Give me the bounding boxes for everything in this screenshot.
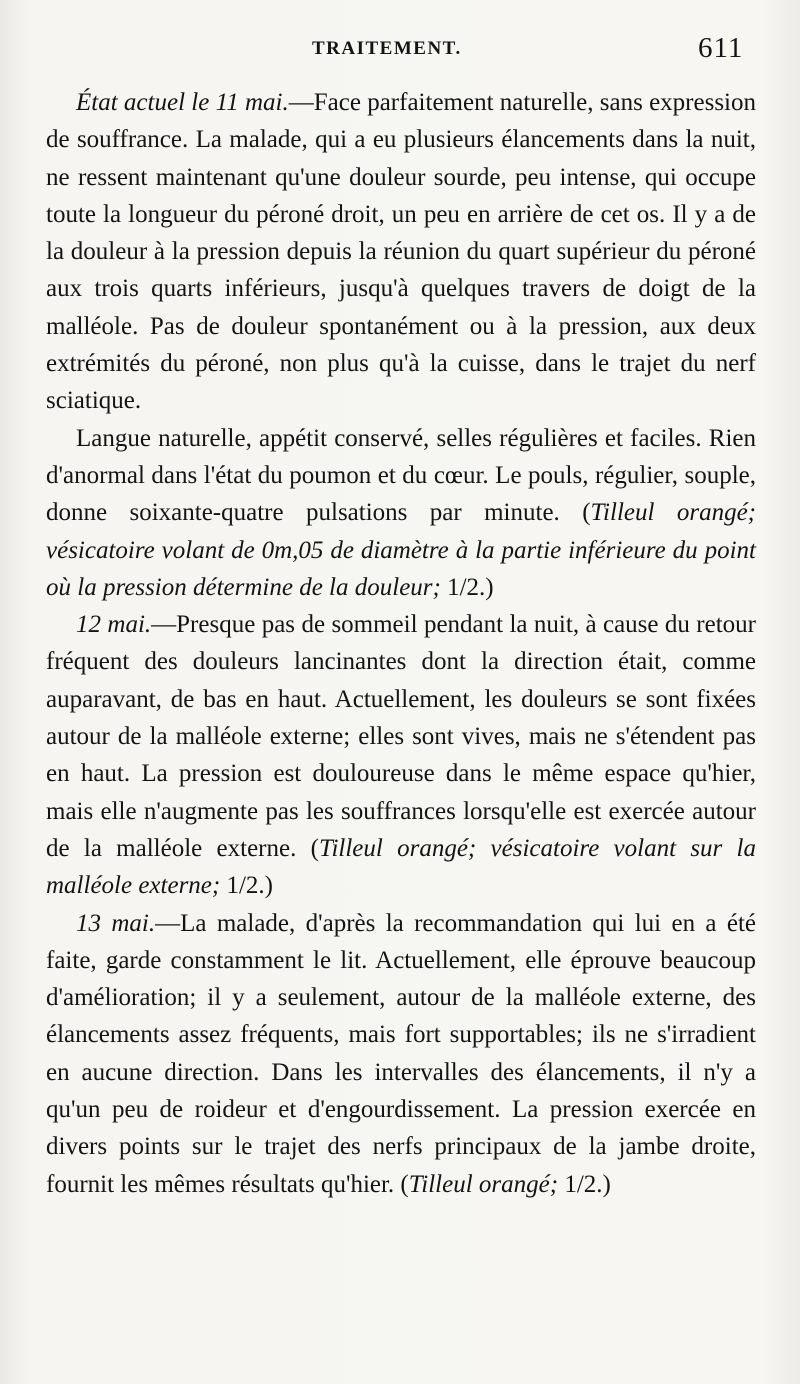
paragraph-12-mai [46,606,756,904]
running-title: TRAITEMENT. [312,38,462,59]
paragraph-general-state [46,420,756,606]
entry-date: 12 mai. [76,611,152,639]
paragraph-text: Langue naturelle, appétit conservé, selles régulières et faciles. Rien d'anormal dans l'état du poumon et du cœur. Le pouls, régulier, souple, donne soixante-quatre pulsations par minute. ( [46,424,756,527]
paragraph-state-11-mai [46,84,756,420]
paragraph-text: —Presque pas de sommeil pendant la nuit, à cause du retour fréquent des douleurs lancinantes dont la direction était, comme auparavant, de bas en haut. Actuellement, les douleurs se sont fixées autour de la malléole externe; elles sont vives, mais ne s'étendent pas en haut. La pression est douloureuse dans le même espace qu'hier, mais elle n'augmente pas les souffrances lorsqu'elle est exercée autour de la malléole externe. ( [46,611,756,862]
dose-text: 1/2.) [440,573,494,601]
page-number: 611 [698,32,744,64]
prescription-text: Tilleul orangé; vésicatoire volant de 0m,05 de diamètre à la partie inférieure du point où la pression détermine de la douleur; [46,499,756,601]
entry-date: 13 mai. [76,909,156,937]
page-header [0,34,800,78]
dose-text: 1/2.) [558,1170,611,1198]
paragraph-text: —Face parfaitement naturelle, sans expression de souffrance. La malade, qui a eu plusieurs élancements dans la nuit, ne ressent maintenant qu'une douleur sourde, peu intense, qui occupe toute la longueur du péroné droit, un peu en arrière de cet os. Il y a de la douleur à la pression depuis la réunion du quart supérieur du péroné aux trois quarts inférieurs, jusqu'à quelques travers de doigt de la malléole. Pas de douleur spontanément ou à la pression, aux deux extrémités du péroné, non plus qu'à la cuisse, dans le trajet du nerf sciatique. [46,89,756,415]
body-text [46,84,756,1203]
prescription-text: Tilleul orangé; [408,1170,559,1198]
entry-date: État actuel le 11 mai. [76,89,289,116]
prescription-text: Tilleul orangé; vésicatoire volant sur la malléole externe; [46,834,756,900]
paragraph-text: —La malade, d'après la recommandation qui lui en a été faite, garde constamment le lit. Actuellement, elle éprouve beaucoup d'amélioration; il y a seulement, autour de la malléole externe, des élancements assez fréquents, mais fort supportables; ils ne s'irradient en aucune direction. Dans les intervalles des élancements, il n'y a qu'un peu de roideur et d'engourdissement. La pression exercée en divers points sur le trajet des nerfs principaux de la jambe droite, fournit les mêmes résultats qu'hier. ( [46,909,756,1198]
dose-text: 1/2.) [220,872,273,900]
paragraph-13-mai [46,905,756,1203]
